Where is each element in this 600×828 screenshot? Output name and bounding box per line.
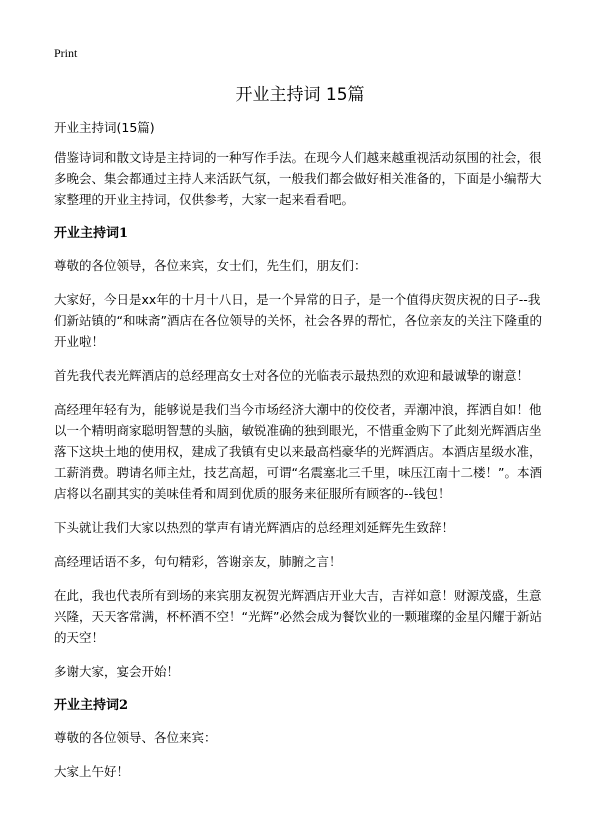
paragraph: 尊敬的各位领导，各位来宾，女士们，先生们，朋友们：: [54, 258, 367, 273]
paragraph: 下头就让我们大家以热烈的掌声有请光辉酒店的总经理刘延辉先生致辞！: [54, 520, 455, 535]
paragraph: 高经理年轻有为，能够说是我们当今市场经济大潮中的佼佼者，弄潮冲浪，挥洒自如！他以一个精明商家聪明智慧的头脑，敏锐准确的独到眼光，不惜重金购下了此刻光辉酒店坐落下这块土地的使用权，建成了我镇有史以来最高档豪华的光辉酒店。本酒店星级水准，工薪消费。聘请名师主灶，技艺高超，可谓“名震塞北三千里，味压江南十二楼！”。本酒店将以名副其实的美味佳肴和周到优质的服务来征服所有顾客的--钱包！: [54, 402, 542, 501]
paragraph: 尊敬的各位领导、各位来宾：: [54, 730, 217, 745]
intro-paragraph: 借鉴诗词和散文诗是主持词的一种写作手法。在现今人们越来越重视活动氛围的社会，很多晚会、集会都通过主持人来活跃气氛，一般我们都会做好相关准备的，下面是小编帮大家整理的开业主持词，仅供参考，大家一起来看看吧。: [54, 150, 542, 207]
document-body: [54, 117, 552, 795]
print-link[interactable]: Print: [54, 46, 78, 60]
page-title: 开业主持词 15篇: [235, 85, 365, 105]
document-subtitle: 开业主持词(15篇): [54, 120, 155, 135]
paragraph: 大家好，今日是xx年的十月十八日，是一个异常的日子，是一个值得庆贺庆祝的日子--我们新站镇的“和味斋”酒店在各位领导的关怀，社会各界的帮忙，各位亲友的关注下隆重的开业啦！: [54, 292, 542, 349]
paragraph: 大家上午好！: [54, 764, 130, 779]
section-heading-2: 开业主持词2: [54, 698, 129, 713]
paragraph: 在此，我也代表所有到场的来宾朋友祝贺光辉酒店开业大吉，吉祥如意！财源茂盛，生意兴隆，天天客常满，杯杯酒不空！“光辉”必然会成为餐饮业的一颗璀璨的金星闪耀于新站的天空！: [54, 588, 542, 645]
paragraph: 高经理话语不多，句句精彩，答谢亲友，肺腑之言！: [54, 554, 342, 569]
section-heading-1: 开业主持词1: [54, 226, 129, 241]
paragraph: 首先我代表光辉酒店的总经理高女士对各位的光临表示最热烈的欢迎和最诚挚的谢意！: [54, 368, 530, 383]
paragraph: 多谢大家，宴会开始！: [54, 664, 180, 679]
